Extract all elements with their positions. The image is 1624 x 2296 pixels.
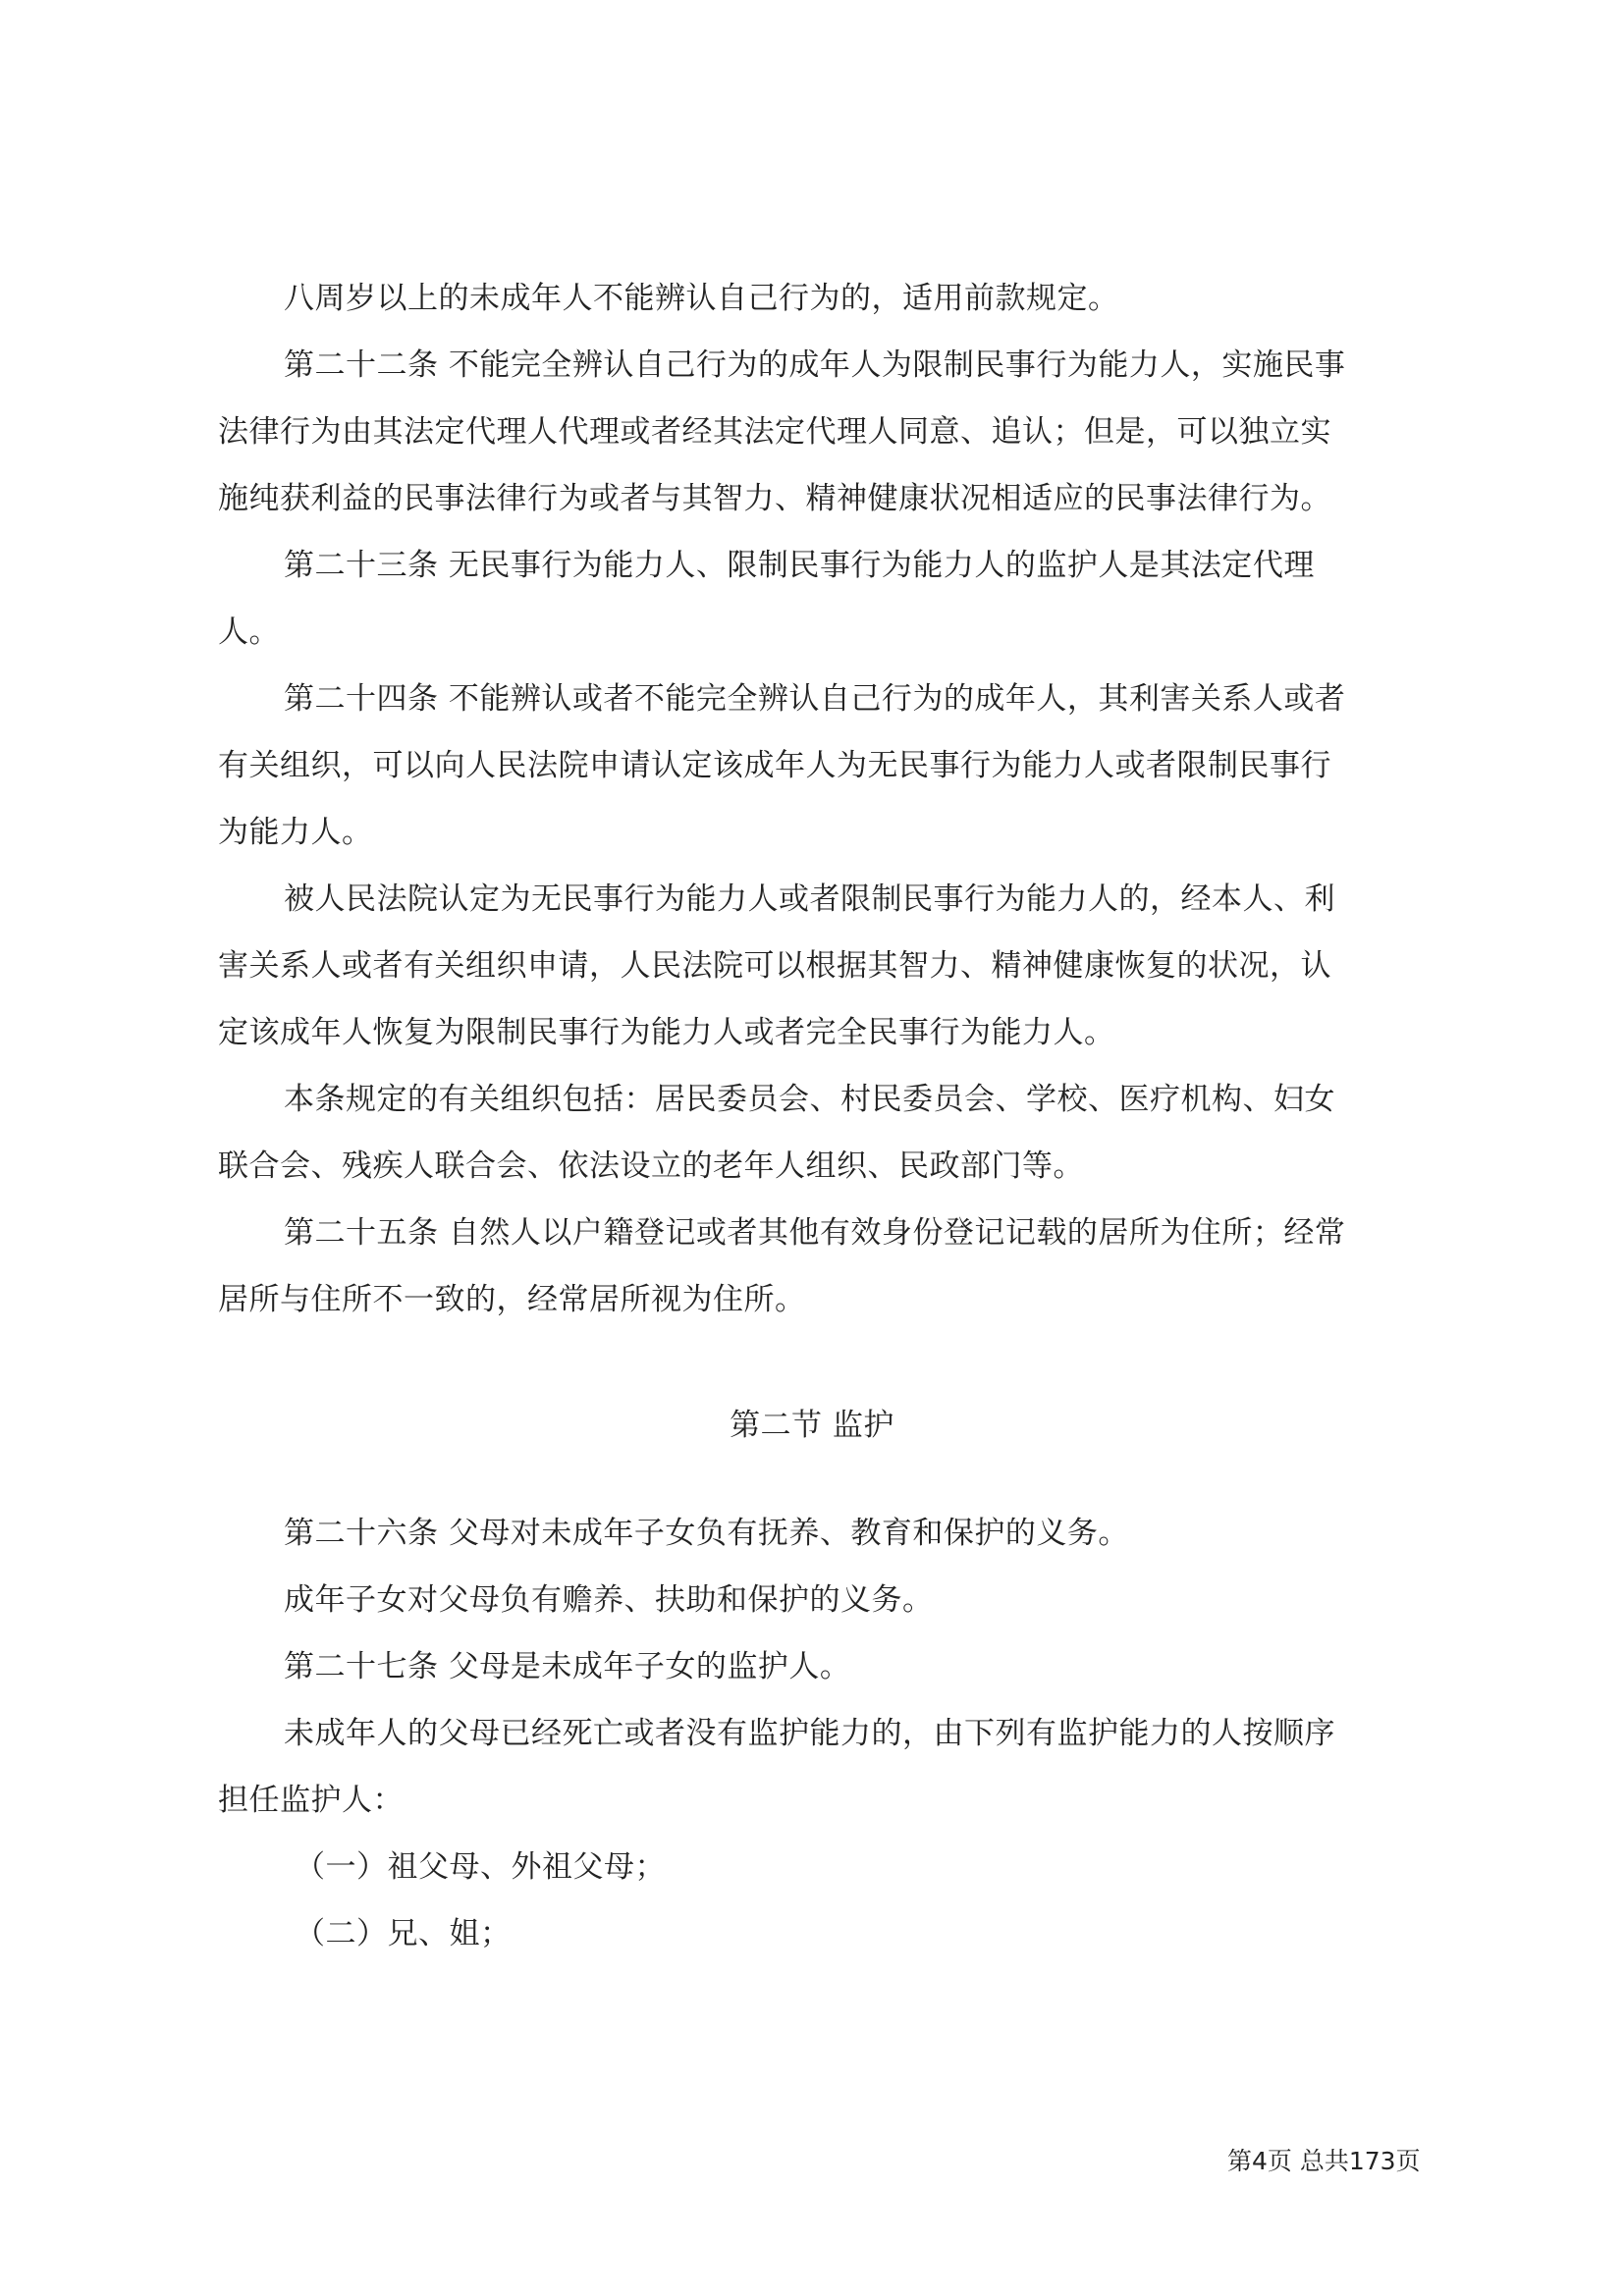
text-line: 担任监护人： <box>218 1783 404 1818</box>
text-line: 居所与住所不一致的，经常居所视为住所。 <box>218 1282 806 1317</box>
text-line: 为能力人。 <box>218 815 373 850</box>
text-line: 人。 <box>218 614 280 650</box>
page-footer: 第4页 总共173页 <box>1227 2147 1421 2175</box>
text-line: 联合会、残疾人联合会、依法设立的老年人组织、民政部门等。 <box>218 1148 1084 1184</box>
article-24-line: 第二十四条 不能辨认或者不能完全辨认自己行为的成年人，其利害关系人或者 <box>284 681 1346 717</box>
article-25-line: 第二十五条 自然人以户籍登记或者其他有效身份登记记载的居所为住所；经常 <box>284 1215 1346 1251</box>
article-27-line: 第二十七条 父母是未成年子女的监护人。 <box>284 1649 851 1684</box>
text-line: 有关组织，可以向人民法院申请认定该成年人为无民事行为能力人或者限制民事行 <box>218 748 1331 783</box>
text-line: 未成年人的父母已经死亡或者没有监护能力的，由下列有监护能力的人按顺序 <box>284 1716 1335 1751</box>
text-line: 成年子女对父母负有赡养、扶助和保护的义务。 <box>284 1582 934 1618</box>
text-line: 本条规定的有关组织包括：居民委员会、村民委员会、学校、医疗机构、妇女 <box>284 1082 1335 1117</box>
article-23-line: 第二十三条 无民事行为能力人、限制民事行为能力人的监护人是其法定代理 <box>284 548 1315 583</box>
text-line: 定该成年人恢复为限制民事行为能力人或者完全民事行为能力人。 <box>218 1015 1115 1050</box>
article-22-line: 第二十二条 不能完全辨认自己行为的成年人为限制民事行为能力人，实施民事 <box>284 347 1346 383</box>
list-item: （一）祖父母、外祖父母； <box>295 1849 666 1885</box>
list-item: （二）兄、姐； <box>295 1916 512 1951</box>
text-line: 八周岁以上的未成年人不能辨认自己行为的，适用前款规定。 <box>284 281 1119 316</box>
text-line: 法律行为由其法定代理人代理或者经其法定代理人同意、追认；但是，可以独立实 <box>218 414 1331 450</box>
text-line: 施纯获利益的民事法律行为或者与其智力、精神健康状况相适应的民事法律行为。 <box>218 481 1331 516</box>
article-26-line: 第二十六条 父母对未成年子女负有抚养、教育和保护的义务。 <box>284 1516 1129 1551</box>
text-line: 害关系人或者有关组织申请，人民法院可以根据其智力、精神健康恢复的状况，认 <box>218 948 1331 984</box>
text-line: 被人民法院认定为无民事行为能力人或者限制民事行为能力人的，经本人、利 <box>284 881 1335 917</box>
section-heading: 第二节 监护 <box>730 1408 894 1443</box>
